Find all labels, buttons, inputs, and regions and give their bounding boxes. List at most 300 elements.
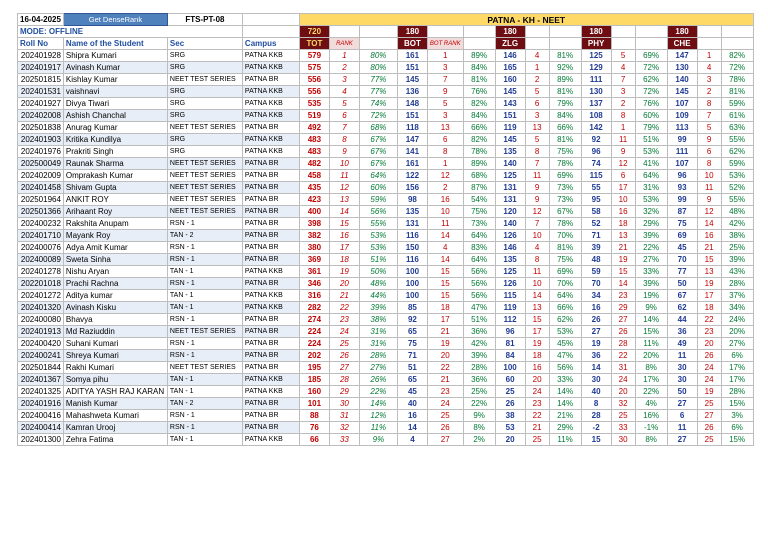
zlg-marks: 126 <box>495 278 525 290</box>
zlg-percent: 66% <box>549 122 581 134</box>
bot-marks: 14 <box>397 422 427 434</box>
che-percent: 17% <box>721 362 753 374</box>
bot-percent: 83% <box>463 242 495 254</box>
bot-percent: 64% <box>463 230 495 242</box>
total-percent: 77% <box>359 86 397 98</box>
che-marks: 27 <box>667 434 697 446</box>
student-name: Zehra Fatima <box>63 434 167 446</box>
che-percent: 82% <box>721 50 753 62</box>
total-percent: 53% <box>359 242 397 254</box>
blank-cell <box>635 26 667 38</box>
bot-percent: 73% <box>463 218 495 230</box>
campus: PATNA KKB <box>242 290 299 302</box>
zlg-marks: 131 <box>495 182 525 194</box>
che-rank: 20 <box>697 338 721 350</box>
campus: PATNA KKB <box>242 98 299 110</box>
bot-rank: 16 <box>427 194 463 206</box>
che-percent: 59% <box>721 158 753 170</box>
section: RSN - 1 <box>167 242 242 254</box>
total-percent: 80% <box>359 50 397 62</box>
phy-percent: 17% <box>635 374 667 386</box>
tot-header: TOT <box>299 38 329 50</box>
bot-percent: 9% <box>463 410 495 422</box>
che-header: CHE <box>667 38 697 50</box>
phy-rank: 8 <box>611 110 635 122</box>
bot-rank-header: BOT RANK <box>427 38 463 50</box>
bot-percent: 81% <box>463 74 495 86</box>
bot-rank: 8 <box>427 146 463 158</box>
zlg-marks: 100 <box>495 362 525 374</box>
che-marks: 11 <box>667 422 697 434</box>
student-name: Mayank Roy <box>63 230 167 242</box>
table-row <box>18 374 754 386</box>
bot-rank: 11 <box>427 218 463 230</box>
phy-rank: 31 <box>611 362 635 374</box>
phy-marks: 15 <box>581 434 611 446</box>
table-row <box>18 218 754 230</box>
che-percent: 15% <box>721 398 753 410</box>
bot-percent: 42% <box>463 338 495 350</box>
total-marks: 482 <box>299 158 329 170</box>
blank-cell <box>242 14 299 26</box>
bot-percent: 89% <box>463 50 495 62</box>
campus: PATNA KKB <box>242 86 299 98</box>
bot-percent: 28% <box>463 362 495 374</box>
bot-max-marks: 180 <box>397 26 427 38</box>
che-rank: 19 <box>697 278 721 290</box>
table-row <box>18 350 754 362</box>
bot-marks: 100 <box>397 278 427 290</box>
table-row <box>18 254 754 266</box>
roll-number: 202501844 <box>18 362 64 374</box>
bot-rank: 26 <box>427 422 463 434</box>
zlg-marks: 25 <box>495 386 525 398</box>
campus: PATNA BR <box>242 422 299 434</box>
table-row <box>18 410 754 422</box>
zlg-marks: 125 <box>495 266 525 278</box>
campus: PATNA KKB <box>242 146 299 158</box>
section: TAN - 1 <box>167 302 242 314</box>
phy-rank: 11 <box>611 134 635 146</box>
zlg-percent: 84% <box>549 110 581 122</box>
student-name: Manish Kumar <box>63 398 167 410</box>
phy-percent: 22% <box>635 242 667 254</box>
phy-percent: 14% <box>635 314 667 326</box>
student-name: Nishu Aryan <box>63 266 167 278</box>
section: TAN - 1 <box>167 434 242 446</box>
total-rank: 26 <box>329 350 359 362</box>
table-row <box>18 398 754 410</box>
phy-marks: 74 <box>581 158 611 170</box>
che-marks: 130 <box>667 62 697 74</box>
total-rank: 28 <box>329 374 359 386</box>
phy-rank: 19 <box>611 254 635 266</box>
bot-percent: 47% <box>463 302 495 314</box>
che-percent: 6% <box>721 422 753 434</box>
blank-cell <box>721 38 753 50</box>
che-rank: 1 <box>697 50 721 62</box>
che-marks: 69 <box>667 230 697 242</box>
zlg-marks: 60 <box>495 374 525 386</box>
total-percent: 67% <box>359 158 397 170</box>
phy-percent: 64% <box>635 170 667 182</box>
che-percent: 27% <box>721 338 753 350</box>
section: SRG <box>167 98 242 110</box>
phy-percent: 33% <box>635 266 667 278</box>
phy-marks: 36 <box>581 350 611 362</box>
zlg-rank: 4 <box>525 242 549 254</box>
student-name: Raunak Sharma <box>63 158 167 170</box>
phy-marks: 115 <box>581 170 611 182</box>
bot-marks: 116 <box>397 254 427 266</box>
phy-percent: 8% <box>635 434 667 446</box>
phy-marks: 30 <box>581 374 611 386</box>
che-percent: 55% <box>721 134 753 146</box>
roll-number: 202401272 <box>18 290 64 302</box>
phy-rank: 5 <box>611 50 635 62</box>
section: NEET TEST SERIES <box>167 362 242 374</box>
che-percent: 55% <box>721 194 753 206</box>
che-marks: 107 <box>667 98 697 110</box>
zlg-marks: 20 <box>495 434 525 446</box>
bot-percent: 22% <box>463 398 495 410</box>
phy-rank: 27 <box>611 314 635 326</box>
zlg-rank: 16 <box>525 362 549 374</box>
che-percent: 62% <box>721 146 753 158</box>
zlg-marks: 26 <box>495 398 525 410</box>
roll-number: 202401913 <box>18 326 64 338</box>
bot-rank: 10 <box>427 206 463 218</box>
total-percent: 80% <box>359 62 397 74</box>
che-marks: 67 <box>667 290 697 302</box>
phy-marks: -2 <box>581 422 611 434</box>
blank-cell <box>525 26 549 38</box>
student-name: Rakshita Anupam <box>63 218 167 230</box>
blank-cell <box>463 26 495 38</box>
bot-marks: 161 <box>397 50 427 62</box>
total-rank: 1 <box>329 50 359 62</box>
student-name: Ashish Chanchal <box>63 110 167 122</box>
zlg-percent: 81% <box>549 134 581 146</box>
che-percent: 53% <box>721 170 753 182</box>
total-rank: 27 <box>329 362 359 374</box>
bot-percent: 75% <box>463 206 495 218</box>
total-rank: 4 <box>329 86 359 98</box>
phy-rank: 29 <box>611 302 635 314</box>
section: NEET TEST SERIES <box>167 182 242 194</box>
phy-rank: 1 <box>611 122 635 134</box>
bot-marks: 156 <box>397 182 427 194</box>
phy-rank: 13 <box>611 230 635 242</box>
total-percent: 74% <box>359 98 397 110</box>
roll-number: 202400089 <box>18 254 64 266</box>
che-rank: 15 <box>697 254 721 266</box>
che-marks: 96 <box>667 170 697 182</box>
bot-marks: 148 <box>397 98 427 110</box>
campus: PATNA KKB <box>242 434 299 446</box>
zlg-rank: 2 <box>525 74 549 86</box>
student-name: Shipra Kumari <box>63 50 167 62</box>
phy-rank: 32 <box>611 398 635 410</box>
campus: PATNA KKB <box>242 302 299 314</box>
phy-marks: 59 <box>581 266 611 278</box>
che-percent: 3% <box>721 410 753 422</box>
zlg-marks: 126 <box>495 230 525 242</box>
bot-rank: 15 <box>427 290 463 302</box>
roll-number: 202400232 <box>18 218 64 230</box>
che-rank: 6 <box>697 146 721 158</box>
zlg-marks: 140 <box>495 218 525 230</box>
zlg-marks: 112 <box>495 314 525 326</box>
total-marks: 195 <box>299 362 329 374</box>
bot-rank: 3 <box>427 62 463 74</box>
student-name: Rakhi Kumari <box>63 362 167 374</box>
phy-rank: 3 <box>611 86 635 98</box>
che-marks: 11 <box>667 350 697 362</box>
get-dense-rank-button[interactable]: Get DenseRank <box>63 14 167 26</box>
student-name: Avinash Kumar <box>63 62 167 74</box>
roll-number: 202400420 <box>18 338 64 350</box>
blank-cell <box>697 38 721 50</box>
phy-percent: 69% <box>635 50 667 62</box>
student-name: Prachi Rachna <box>63 278 167 290</box>
total-marks: 382 <box>299 230 329 242</box>
che-marks: 49 <box>667 338 697 350</box>
che-rank: 8 <box>697 98 721 110</box>
phy-marks: 71 <box>581 230 611 242</box>
results-sheet <box>17 13 754 446</box>
che-marks: 36 <box>667 326 697 338</box>
che-percent: 42% <box>721 218 753 230</box>
student-name: Shreya Kumari <box>63 350 167 362</box>
che-rank: 7 <box>697 110 721 122</box>
campus: PATNA BR <box>242 230 299 242</box>
table-row <box>18 206 754 218</box>
zlg-percent: 89% <box>549 74 581 86</box>
che-percent: 28% <box>721 386 753 398</box>
total-marks: 160 <box>299 386 329 398</box>
che-rank: 4 <box>697 62 721 74</box>
che-marks: 99 <box>667 134 697 146</box>
phy-marks: 40 <box>581 386 611 398</box>
student-name: Shivam Gupta <box>63 182 167 194</box>
bot-percent: 54% <box>463 194 495 206</box>
roll-header: Roll No <box>18 38 64 50</box>
total-rank: 9 <box>329 146 359 158</box>
total-marks: 400 <box>299 206 329 218</box>
table-row <box>18 266 754 278</box>
phy-marks: 111 <box>581 74 611 86</box>
total-rank: 6 <box>329 110 359 122</box>
che-percent: 39% <box>721 254 753 266</box>
total-marks: 492 <box>299 122 329 134</box>
phy-rank: 28 <box>611 338 635 350</box>
che-marks: 27 <box>667 398 697 410</box>
table-row <box>18 326 754 338</box>
total-rank: 15 <box>329 218 359 230</box>
total-marks: 423 <box>299 194 329 206</box>
roll-number: 202401916 <box>18 398 64 410</box>
che-percent: 20% <box>721 326 753 338</box>
zlg-percent: 79% <box>549 98 581 110</box>
campus: PATNA BR <box>242 254 299 266</box>
roll-number: 202401903 <box>18 134 64 146</box>
zlg-percent: 53% <box>549 326 581 338</box>
campus: PATNA BR <box>242 326 299 338</box>
bot-percent: 36% <box>463 374 495 386</box>
total-rank: 32 <box>329 422 359 434</box>
phy-rank: 33 <box>611 422 635 434</box>
blank-cell <box>635 38 667 50</box>
section: SRG <box>167 134 242 146</box>
zlg-rank: 25 <box>525 434 549 446</box>
che-rank: 26 <box>697 350 721 362</box>
zlg-percent: 62% <box>549 314 581 326</box>
roll-number: 202401300 <box>18 434 64 446</box>
bot-percent: 76% <box>463 86 495 98</box>
zlg-percent: 81% <box>549 242 581 254</box>
zlg-rank: 12 <box>525 206 549 218</box>
zlg-rank: 11 <box>525 170 549 182</box>
campus: PATNA BR <box>242 158 299 170</box>
bot-rank: 7 <box>427 74 463 86</box>
total-marks: 274 <box>299 314 329 326</box>
phy-percent: 39% <box>635 230 667 242</box>
che-percent: 38% <box>721 230 753 242</box>
roll-number: 202401710 <box>18 230 64 242</box>
bot-rank: 6 <box>427 134 463 146</box>
phy-percent: 11% <box>635 338 667 350</box>
section: RSN - 1 <box>167 410 242 422</box>
bot-marks: 75 <box>397 338 427 350</box>
zlg-percent: 69% <box>549 170 581 182</box>
name-header: Name of the Student <box>63 38 167 50</box>
zlg-rank: 22 <box>525 410 549 422</box>
student-name: Divya Tiwari <box>63 98 167 110</box>
che-rank: 23 <box>697 326 721 338</box>
roll-number: 202401325 <box>18 386 64 398</box>
student-name: Bhavya <box>63 314 167 326</box>
roll-number: 202401928 <box>18 50 64 62</box>
roll-number: 202400080 <box>18 314 64 326</box>
che-percent: 17% <box>721 374 753 386</box>
total-percent: 28% <box>359 350 397 362</box>
total-rank: 30 <box>329 398 359 410</box>
total-marks: 369 <box>299 254 329 266</box>
che-percent: 28% <box>721 278 753 290</box>
roll-number: 202501815 <box>18 74 64 86</box>
total-marks: 66 <box>299 434 329 446</box>
bot-rank: 3 <box>427 110 463 122</box>
bot-marks: 122 <box>397 170 427 182</box>
bot-marks: 65 <box>397 374 427 386</box>
student-name: Suhani Kumari <box>63 338 167 350</box>
section: NEET TEST SERIES <box>167 194 242 206</box>
bot-percent: 66% <box>463 122 495 134</box>
total-marks: 398 <box>299 218 329 230</box>
bot-rank: 15 <box>427 278 463 290</box>
total-marks: 88 <box>299 410 329 422</box>
che-marks: 147 <box>667 50 697 62</box>
phy-marks: 129 <box>581 62 611 74</box>
bot-marks: 40 <box>397 398 427 410</box>
bot-marks: 100 <box>397 266 427 278</box>
table-row <box>18 170 754 182</box>
zlg-rank: 5 <box>525 86 549 98</box>
che-percent: 48% <box>721 206 753 218</box>
phy-marks: 130 <box>581 86 611 98</box>
bot-rank: 25 <box>427 410 463 422</box>
total-rank: 2 <box>329 62 359 74</box>
roll-number: 202401927 <box>18 98 64 110</box>
phy-rank: 25 <box>611 410 635 422</box>
total-marks: 380 <box>299 242 329 254</box>
zlg-percent: 92% <box>549 62 581 74</box>
test-code: FTS-PT-08 <box>167 14 242 26</box>
che-rank: 13 <box>697 266 721 278</box>
mode-label: MODE: OFFLINE <box>18 26 243 38</box>
phy-percent: 9% <box>635 302 667 314</box>
che-rank: 14 <box>697 218 721 230</box>
che-rank: 5 <box>697 122 721 134</box>
zlg-rank: 1 <box>525 62 549 74</box>
blank-cell <box>525 38 549 50</box>
total-percent: 26% <box>359 374 397 386</box>
roll-number: 202401367 <box>18 374 64 386</box>
campus: PATNA BR <box>242 122 299 134</box>
che-rank: 8 <box>697 158 721 170</box>
zlg-marks: 135 <box>495 254 525 266</box>
zlg-marks: 140 <box>495 158 525 170</box>
che-marks: 140 <box>667 74 697 86</box>
student-name: Prakriti Singh <box>63 146 167 158</box>
roll-number: 202401278 <box>18 266 64 278</box>
bot-marks: 135 <box>397 206 427 218</box>
section: SRG <box>167 62 242 74</box>
section: SRG <box>167 146 242 158</box>
zlg-percent: 81% <box>549 50 581 62</box>
total-rank: 13 <box>329 194 359 206</box>
phy-percent: 53% <box>635 146 667 158</box>
che-marks: 77 <box>667 266 697 278</box>
student-name: Arihaant Roy <box>63 206 167 218</box>
student-name: Adya Amit Kumar <box>63 242 167 254</box>
campus: PATNA KKB <box>242 266 299 278</box>
zlg-rank: 9 <box>525 182 549 194</box>
phy-percent: 4% <box>635 398 667 410</box>
che-marks: 6 <box>667 410 697 422</box>
total-percent: 38% <box>359 314 397 326</box>
section: TAN - 2 <box>167 230 242 242</box>
che-marks: 45 <box>667 242 697 254</box>
total-marks: 346 <box>299 278 329 290</box>
zlg-percent: 73% <box>549 194 581 206</box>
che-percent: 25% <box>721 242 753 254</box>
bot-marks: 136 <box>397 86 427 98</box>
che-percent: 52% <box>721 182 753 194</box>
student-name: Sweta Sinha <box>63 254 167 266</box>
campus: PATNA BR <box>242 206 299 218</box>
zlg-rank: 6 <box>525 98 549 110</box>
total-marks: 224 <box>299 338 329 350</box>
phy-marks: 39 <box>581 242 611 254</box>
total-percent: 72% <box>359 110 397 122</box>
student-name: Anurag Kumar <box>63 122 167 134</box>
phy-rank: 15 <box>611 266 635 278</box>
phy-marks: 8 <box>581 398 611 410</box>
che-percent: 59% <box>721 98 753 110</box>
section: RSN - 1 <box>167 218 242 230</box>
